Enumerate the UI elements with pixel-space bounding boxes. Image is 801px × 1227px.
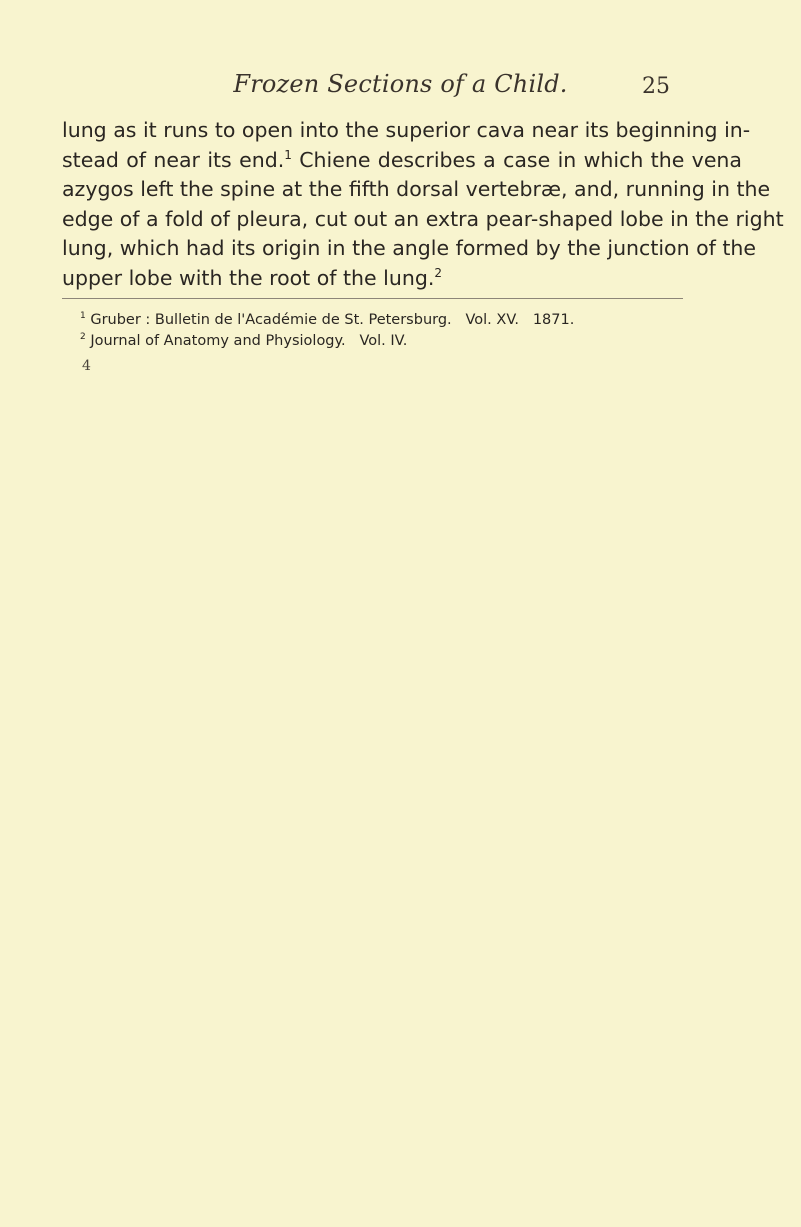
page-number: 25	[642, 74, 670, 99]
footnotes	[80, 310, 700, 352]
footnote-ref: 1	[284, 147, 292, 162]
body-line: lung as it runs to open into the superior cava near its beginning in-	[62, 118, 751, 142]
body-line: edge of a fold of pleura, cut out an extra pear-shaped lobe in the right	[62, 206, 784, 231]
footnote-ref: 2	[434, 265, 443, 280]
body-paragraph	[62, 116, 784, 294]
signature-mark: 4	[82, 358, 91, 374]
footnote: $^1$ Gruber : Bulletin de l'Académie de St. Petersburg. Vol. XV. 1871.	[80, 311, 575, 328]
body-line: upper lobe with the root of the lung.$^2$	[62, 265, 443, 290]
footnote-marker: 1	[80, 311, 86, 321]
running-title: Frozen Sections of a Child.	[233, 70, 568, 98]
footnote: $^2$ Journal of Anatomy and Physiology. Vol. IV.	[80, 332, 408, 349]
body-line: stead of near its end.$^1$ Chiene describes a case in which the vena	[62, 147, 742, 172]
body-line: lung, which had its origin in the angle formed by the junction of the	[62, 236, 757, 261]
body-line: azygos left the spine at the fifth dorsal vertebræ, and, running in the	[62, 177, 771, 202]
footnote-divider	[62, 298, 683, 299]
footnote-marker: 2	[80, 332, 86, 342]
